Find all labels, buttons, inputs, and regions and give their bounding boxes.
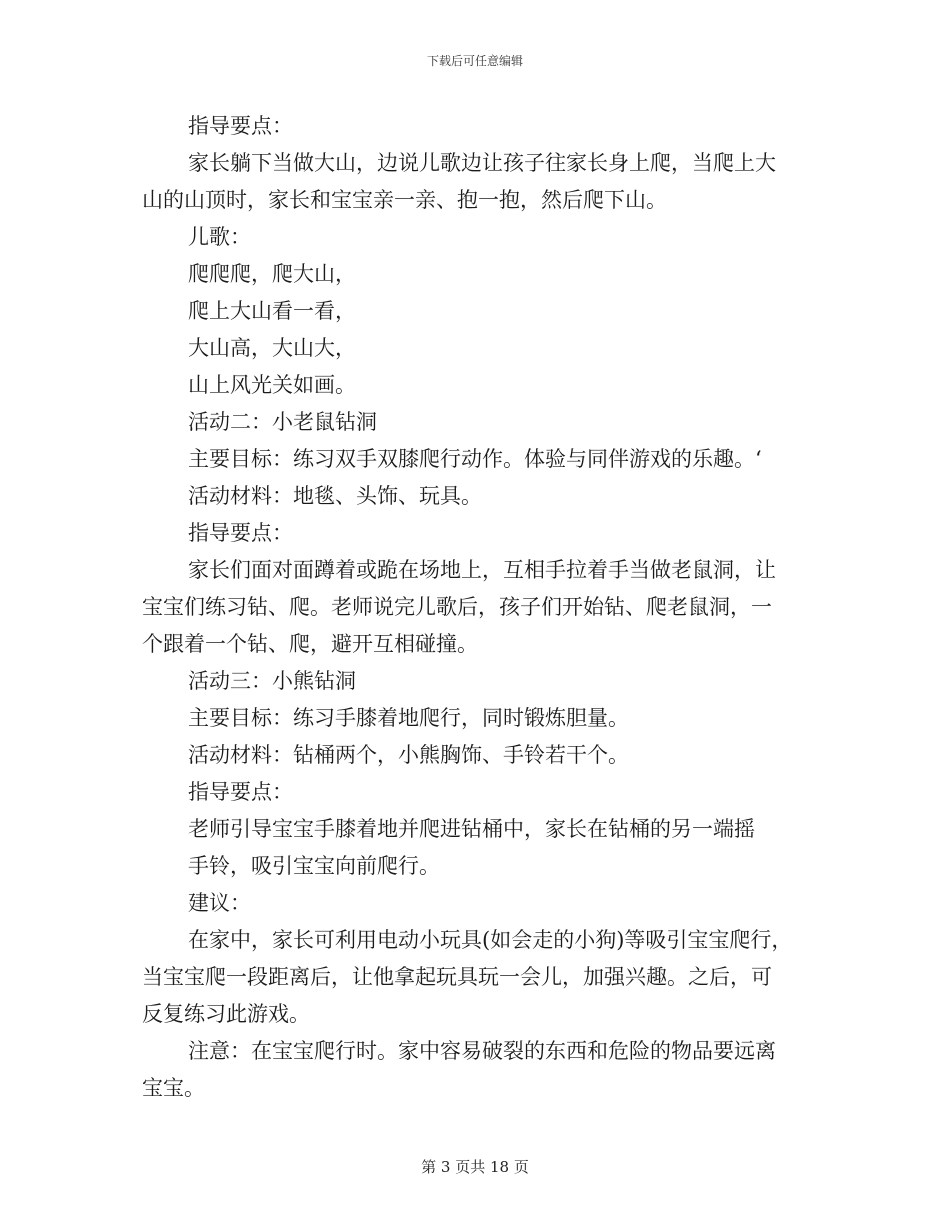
text-line: 宝宝。 — [142, 1076, 205, 1100]
text-line: 指导要点： — [188, 780, 293, 804]
text-line: 爬上大山看一看， — [188, 299, 356, 323]
text-line: 活动三：小熊钻洞 — [188, 669, 356, 693]
text-line: 老师引导宝宝手膝着地并爬进钻桶中，家长在钻桶的另一端摇 — [188, 817, 755, 841]
text-line: 建议： — [188, 891, 251, 915]
text-line: 活动二：小老鼠钻洞 — [188, 410, 377, 434]
text-line: 活动材料：钻桶两个，小熊胸饰、手铃若干个。 — [188, 743, 629, 767]
text-line: 家长躺下当做大山，边说儿歌边让孩子往家长身上爬，当爬上大 — [188, 151, 776, 175]
text-line: 家长们面对面蹲着或跪在场地上，互相手拉着手当做老鼠洞，让 — [188, 558, 776, 582]
page-footer: 第 3 页共 18 页 — [421, 1158, 529, 1176]
text-line: 儿歌： — [188, 225, 251, 249]
text-line: 主要目标：练习手膝着地爬行，同时锻炼胆量。 — [188, 706, 629, 730]
text-line: 爬爬爬，爬大山， — [188, 262, 356, 286]
text-line: 山上风光关如画。 — [188, 373, 356, 397]
text-line: 个跟着一个钻、爬，避开互相碰撞。 — [142, 632, 478, 656]
text-line: 宝宝们练习钻、爬。老师说完儿歌后，孩子们开始钻、爬老鼠洞，一 — [142, 595, 772, 619]
text-line: 指导要点： — [188, 114, 293, 138]
text-line: 反复练习此游戏。 — [142, 1002, 310, 1026]
document-body — [142, 108, 802, 1107]
text-line: 活动材料：地毯、头饰、玩具。 — [188, 484, 482, 508]
text-line: 山的山顶时，家长和宝宝亲一亲、抱一抱，然后爬下山。 — [142, 188, 667, 212]
text-line: 当宝宝爬一段距离后，让他拿起玩具玩一会儿，加强兴趣。之后，可 — [142, 965, 772, 989]
text-line: 主要目标：练习双手双膝爬行动作。体验与同伴游戏的乐趣。‘ — [188, 447, 762, 471]
text-line: 在家中，家长可利用电动小玩具(如会走的小狗)等吸引宝宝爬行， — [188, 928, 793, 952]
page-header: 下载后可任意编辑 — [426, 54, 523, 68]
text-line: 大山高，大山大， — [188, 336, 356, 360]
text-line: 手铃，吸引宝宝向前爬行。 — [188, 854, 440, 878]
text-line: 指导要点： — [188, 521, 293, 545]
text-line: 注意：在宝宝爬行时。家中容易破裂的东西和危险的物品要远离 — [188, 1039, 776, 1063]
